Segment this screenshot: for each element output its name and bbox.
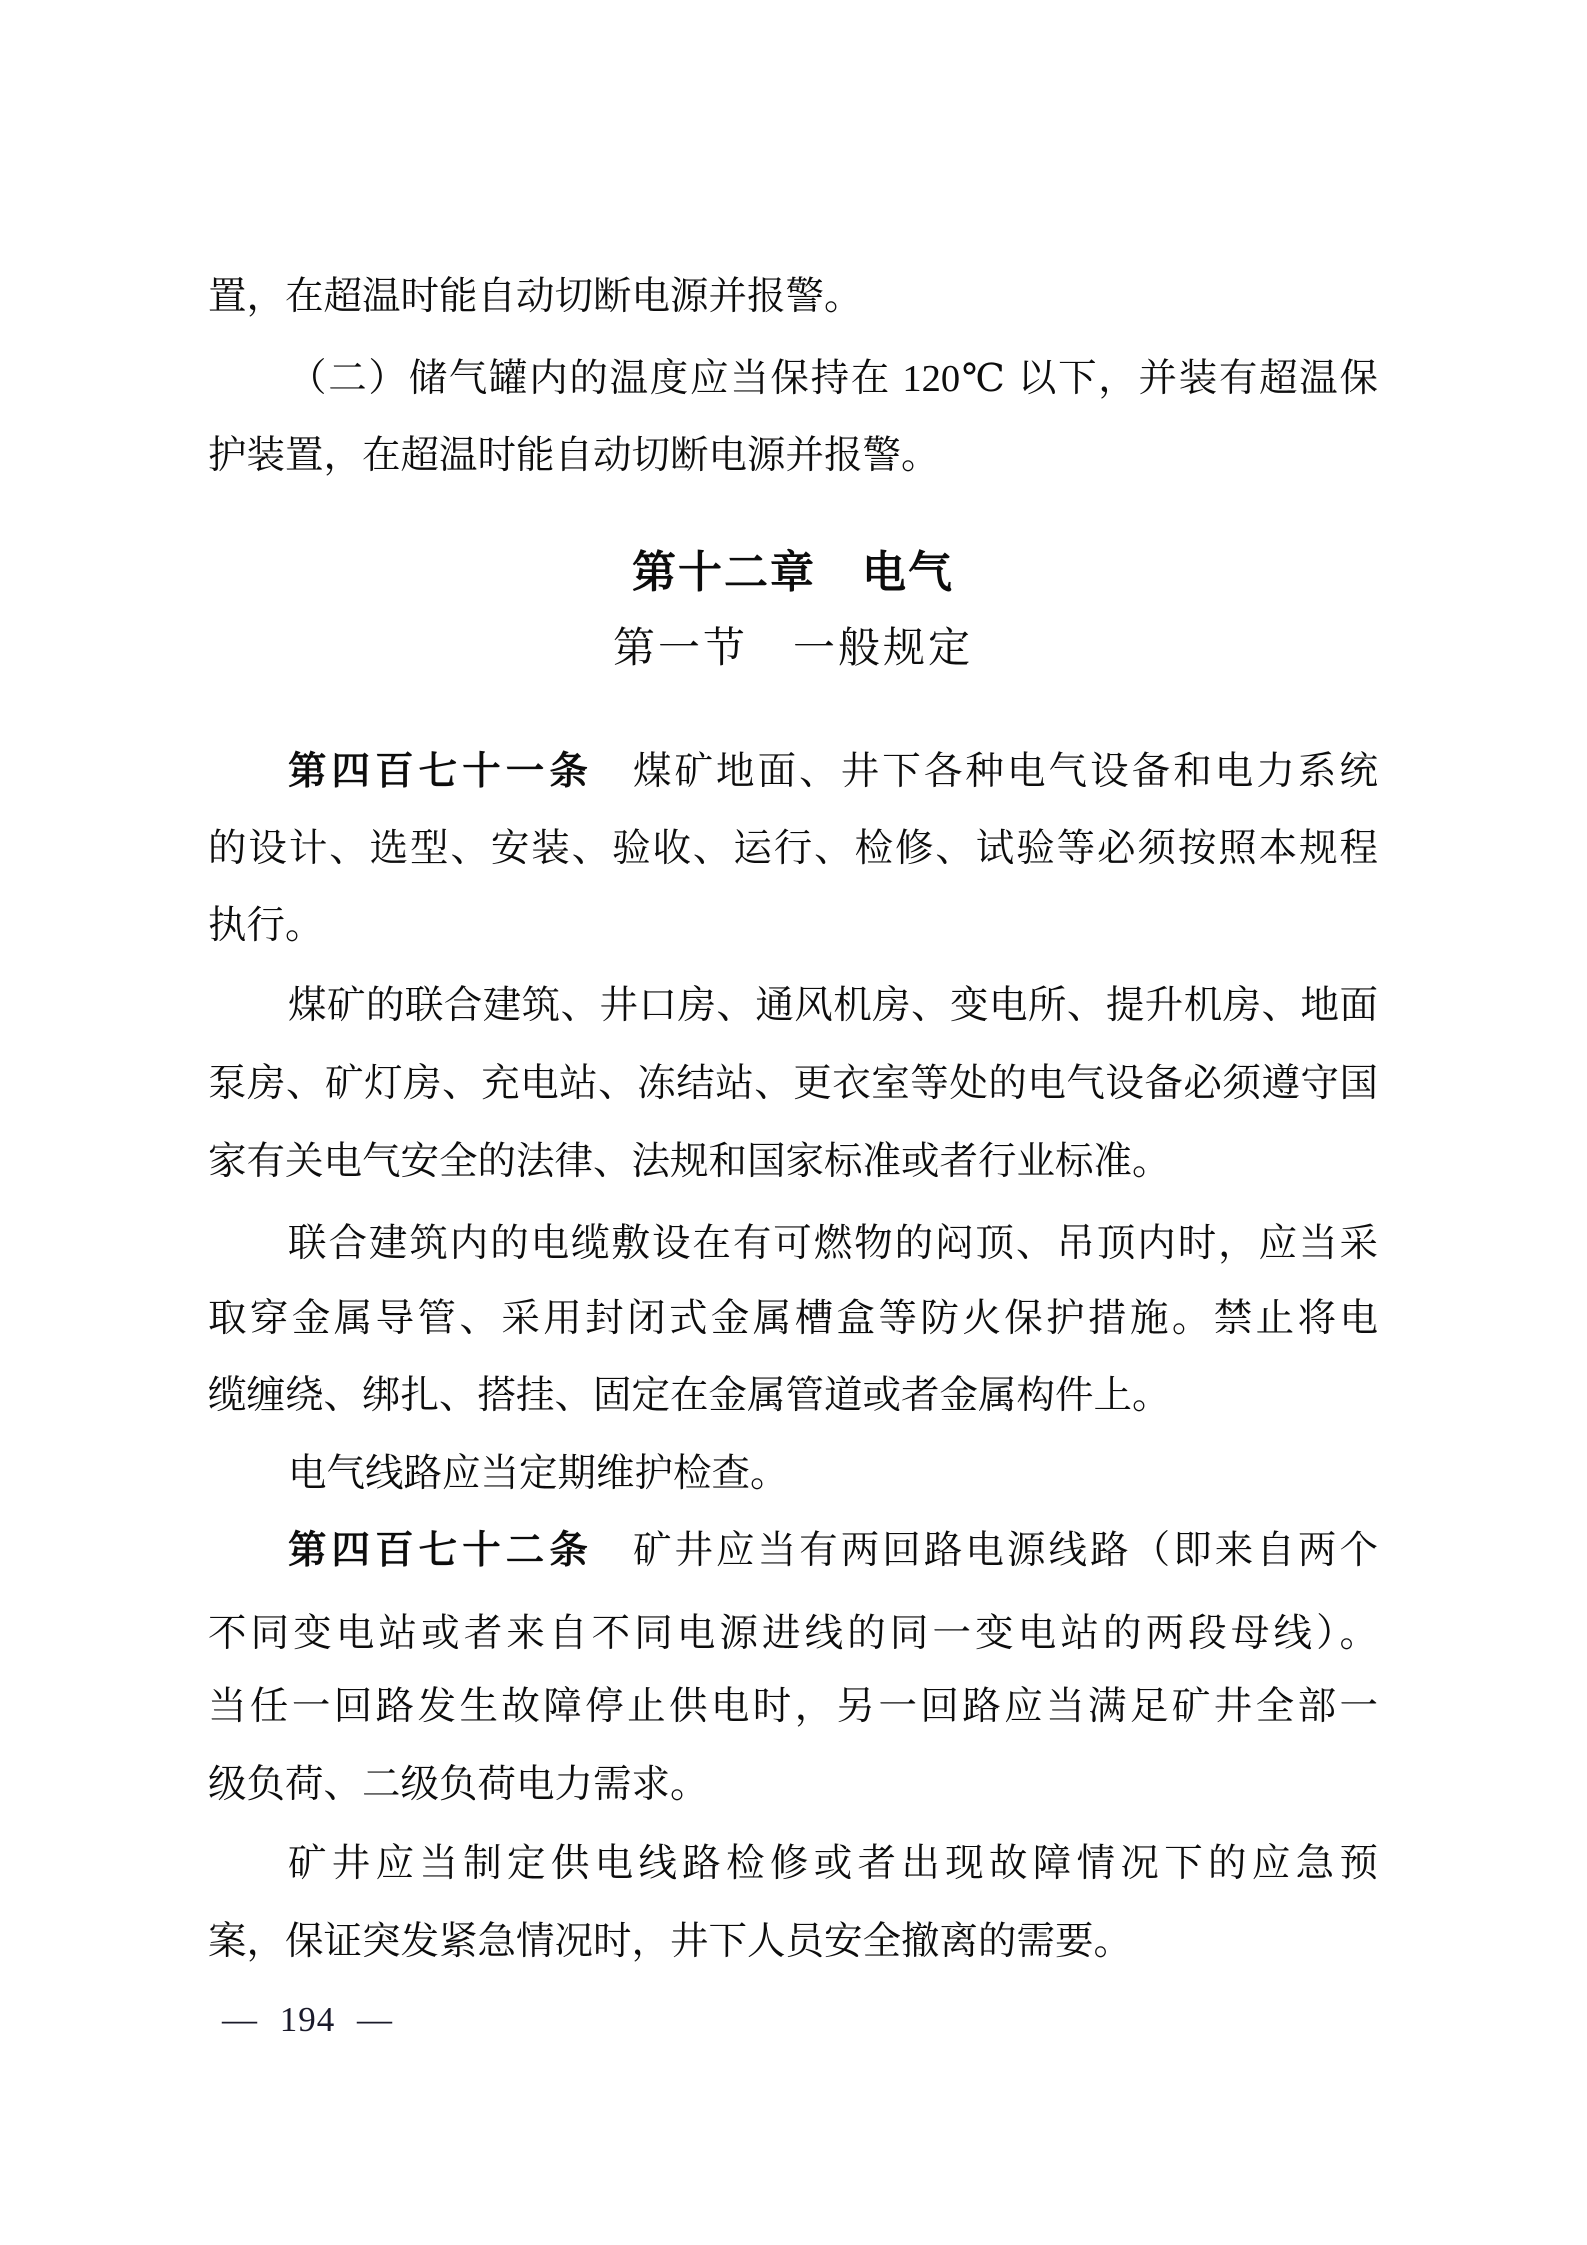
body-line: 家有关电气安全的法律、法规和国家标准或者行业标准。 xyxy=(208,1141,1171,1183)
body-line: 级负荷、二级负荷电力需求。 xyxy=(208,1764,709,1806)
article-number: 第四百七十一条 xyxy=(288,750,593,793)
body-line: 煤矿的联合建筑、井口房、通风机房、变电所、提升机房、地面 xyxy=(288,985,1378,1027)
body-line xyxy=(208,749,1378,801)
body-line: 取穿金属导管、采用封闭式金属槽盒等防火保护措施。禁止将电 xyxy=(208,1298,1378,1340)
body-line: 不同变电站或者来自不同电源进线的同一变电站的两段母线）。 xyxy=(208,1613,1378,1655)
body-line: 矿井应当制定供电线路检修或者出现故障情况下的应急预 xyxy=(288,1843,1378,1885)
body-line: 护装置，在超温时能自动切断电源并报警。 xyxy=(208,435,940,477)
body-line: 当任一回路发生故障停止供电时，另一回路应当满足矿井全部一 xyxy=(208,1686,1378,1728)
article-number: 第四百七十二条 xyxy=(288,1529,593,1572)
body-line: 的设计、选型、安装、验收、运行、检修、试验等必须按照本规程 xyxy=(208,828,1378,870)
body-line: 电气线路应当定期维护检查。 xyxy=(288,1453,789,1495)
body-line xyxy=(208,1528,1378,1580)
chapter-heading: 第十二章 电气 xyxy=(632,548,954,597)
body-line: 置，在超温时能自动切断电源并报警。 xyxy=(208,276,863,318)
body-line: 案，保证突发紧急情况时，井下人员安全撤离的需要。 xyxy=(208,1921,1133,1963)
body-line: 执行。 xyxy=(208,905,324,947)
page-number: — 194 — xyxy=(222,2000,393,2039)
body-line: 泵房、矿灯房、充电站、冻结站、更衣室等处的电气设备必须遵守国 xyxy=(208,1063,1378,1105)
body-line: 联合建筑内的电缆敷设在有可燃物的闷顶、吊顶内时，应当采 xyxy=(288,1223,1378,1265)
article-lead-text: 煤矿地面、井下各种电气设备和电力系统 xyxy=(632,751,1378,793)
body-line: 缆缠绕、绑扎、搭挂、固定在金属管道或者金属构件上。 xyxy=(208,1375,1171,1417)
article-lead-text: 矿井应当有两回路电源线路（即来自两个 xyxy=(632,1530,1378,1572)
section-heading: 第一节 一般规定 xyxy=(612,626,973,672)
body-line: （二）储气罐内的温度应当保持在 120℃ 以下，并装有超温保 xyxy=(288,358,1378,400)
